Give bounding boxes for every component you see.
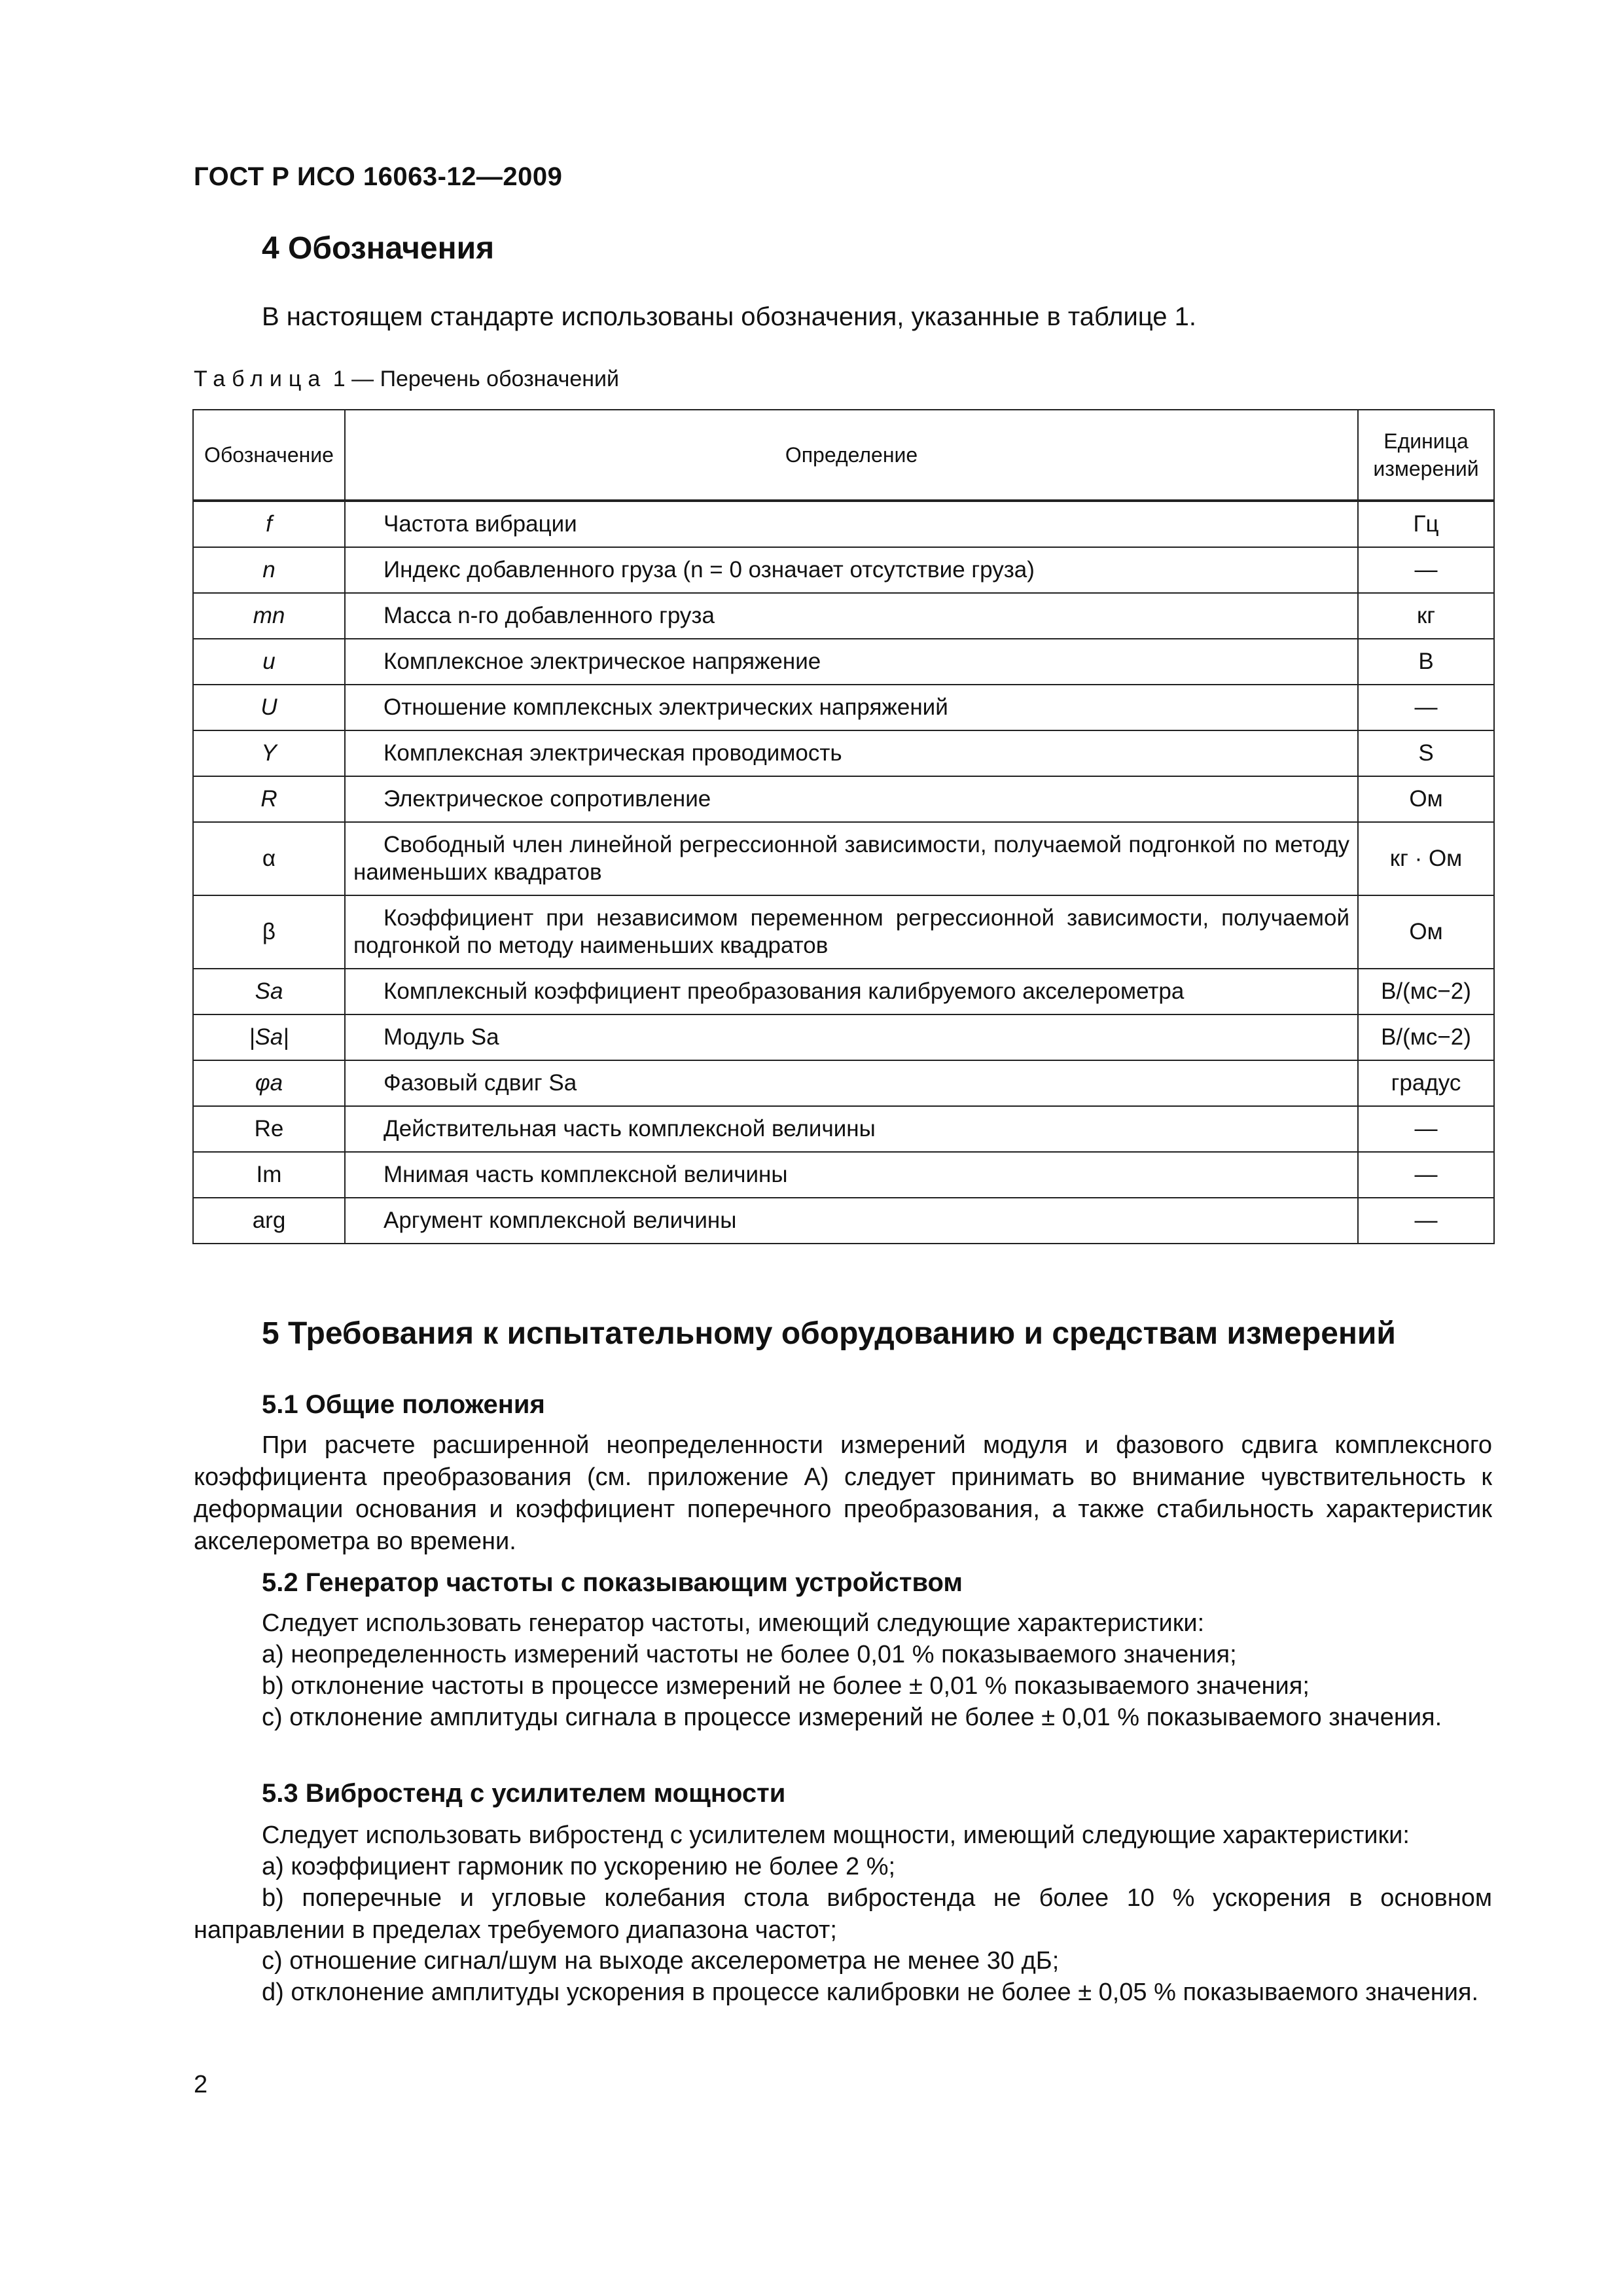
- table-row: [193, 895, 1494, 969]
- table-row: [193, 1152, 1494, 1198]
- section-5-2-item-b: b) отклонение частоты в процессе измерений не более ± 0,01 % показываемого значения;: [262, 1672, 1310, 1700]
- unit-cell: —: [1358, 547, 1494, 593]
- symbol-cell: u: [193, 639, 345, 685]
- table-row: [193, 639, 1494, 685]
- section-5-3-title: 5.3 Вибростенд с усилителем мощности: [262, 1779, 786, 1808]
- symbol-cell: β: [193, 895, 345, 969]
- unit-cell: Гц: [1358, 501, 1494, 547]
- section-5-3-intro: Следует использовать вибростенд с усилителем мощности, имеющий следующие характеристики:: [262, 1821, 1410, 1849]
- symbols-table: [192, 409, 1495, 1244]
- symbol-cell: R: [193, 776, 345, 822]
- table-row: [193, 776, 1494, 822]
- table-caption-title: 1 — Перечень обозначений: [332, 367, 619, 391]
- definition-cell: Отношение комплексных электрических напряжений: [345, 685, 1358, 730]
- column-header-symbol: Обозначение: [193, 410, 345, 501]
- definition-cell: Модуль Sa: [345, 1014, 1358, 1060]
- document-code: ГОСТ Р ИСО 16063-12—2009: [194, 162, 563, 191]
- definition-cell: Аргумент комплексной величины: [345, 1198, 1358, 1244]
- table-row: [193, 822, 1494, 895]
- symbol-cell: Im: [193, 1152, 345, 1198]
- symbol-cell: α: [193, 822, 345, 895]
- symbol-cell: Y: [193, 730, 345, 776]
- page-number: 2: [194, 2071, 208, 2098]
- section-5-title: 5 Требования к испытательному оборудованию и средствам измерений: [262, 1316, 1396, 1351]
- unit-cell: Ом: [1358, 776, 1494, 822]
- column-header-definition: Определение: [345, 410, 1358, 501]
- table-row: [193, 969, 1494, 1014]
- unit-cell: —: [1358, 1198, 1494, 1244]
- section-5-1-title: 5.1 Общие положения: [262, 1390, 545, 1419]
- section-5-2-title: 5.2 Генератор частоты с показывающим устройством: [262, 1568, 963, 1597]
- section-5-3-item-a: a) коэффициент гармоник по ускорению не более 2 %;: [262, 1853, 896, 1880]
- definition-cell: Частота вибрации: [345, 501, 1358, 547]
- definition-cell: Комплексный коэффициент преобразования калибруемого акселерометра: [345, 969, 1358, 1014]
- table-row: [193, 685, 1494, 730]
- section-5-3-item-b: b) поперечные и угловые колебания стола вибростенда не более 10 % ускорения в основном направлении в пределах требуемого диапазона частот;: [194, 1884, 1492, 1944]
- definition-cell: Действительная часть комплексной величины: [345, 1106, 1358, 1152]
- section-5-3-item-d: d) отклонение амплитуды ускорения в процессе калибровки не более ± 0,05 % показываемого значения.: [262, 1979, 1479, 2006]
- symbol-cell: |Sa|: [193, 1014, 345, 1060]
- section-5-1-text: При расчете расширенной неопределенности измерений модуля и фазового сдвига комплексного коэффициента преобразования (см. приложение А) следует принимать во внимание чувствительность к деформации основания и коэффициент поперечного преобразования, а также стабильность характеристик акселерометра во времени.: [194, 1431, 1492, 1555]
- symbol-cell: arg: [193, 1198, 345, 1244]
- definition-cell: Фазовый сдвиг Sa: [345, 1060, 1358, 1106]
- section-4-title: 4 Обозначения: [262, 231, 495, 266]
- table-row: [193, 1014, 1494, 1060]
- symbol-cell: Re: [193, 1106, 345, 1152]
- unit-cell: градус: [1358, 1060, 1494, 1106]
- section-5-2-item-c: c) отклонение амплитуды сигнала в процессе измерений не более ± 0,01 % показываемого значения.: [262, 1704, 1442, 1731]
- section-5-3-item-c: c) отношение сигнал/шум на выходе акселерометра не менее 30 дБ;: [262, 1947, 1060, 1975]
- symbol-cell: f: [193, 501, 345, 547]
- column-header-unit: Единица измерений: [1358, 410, 1494, 501]
- table-caption: [194, 367, 619, 392]
- unit-cell: В/(мс−2): [1358, 969, 1494, 1014]
- unit-cell: S: [1358, 730, 1494, 776]
- definition-cell: Комплексное электрическое напряжение: [345, 639, 1358, 685]
- unit-cell: —: [1358, 1152, 1494, 1198]
- unit-cell: кг: [1358, 593, 1494, 639]
- unit-cell: —: [1358, 1106, 1494, 1152]
- unit-cell: —: [1358, 685, 1494, 730]
- definition-cell: Коэффициент при независимом переменном регрессионной зависимости, получаемой подгонкой по методу наименьших квадратов: [345, 895, 1358, 969]
- section-5-2-item-a: a) неопределенность измерений частоты не более 0,01 % показываемого значения;: [262, 1641, 1237, 1668]
- symbol-cell: mn: [193, 593, 345, 639]
- unit-cell: кг · Ом: [1358, 822, 1494, 895]
- definition-cell: Электрическое сопротивление: [345, 776, 1358, 822]
- table-row: [193, 1106, 1494, 1152]
- section-4-intro: В настоящем стандарте использованы обозначения, указанные в таблице 1.: [262, 302, 1196, 331]
- unit-cell: В/(мс−2): [1358, 1014, 1494, 1060]
- table-row: [193, 730, 1494, 776]
- definition-cell: Масса n-го добавленного груза: [345, 593, 1358, 639]
- symbol-cell: Sa: [193, 969, 345, 1014]
- table-header-row: [193, 410, 1494, 501]
- table-row: [193, 1060, 1494, 1106]
- unit-cell: Ом: [1358, 895, 1494, 969]
- symbol-cell: U: [193, 685, 345, 730]
- symbol-cell: n: [193, 547, 345, 593]
- section-5-2-intro: Следует использовать генератор частоты, имеющий следующие характеристики:: [262, 1609, 1205, 1637]
- table-row: [193, 1198, 1494, 1244]
- definition-cell: Мнимая часть комплексной величины: [345, 1152, 1358, 1198]
- table-row: [193, 593, 1494, 639]
- table-row: [193, 501, 1494, 547]
- definition-cell: Индекс добавленного груза (n = 0 означает отсутствие груза): [345, 547, 1358, 593]
- definition-cell: Свободный член линейной регрессионной зависимости, получаемой подгонкой по методу наименьших квадратов: [345, 822, 1358, 895]
- unit-cell: В: [1358, 639, 1494, 685]
- table-caption-word: Таблица: [194, 367, 327, 391]
- symbol-cell: φa: [193, 1060, 345, 1106]
- table-row: [193, 547, 1494, 593]
- definition-cell: Комплексная электрическая проводимость: [345, 730, 1358, 776]
